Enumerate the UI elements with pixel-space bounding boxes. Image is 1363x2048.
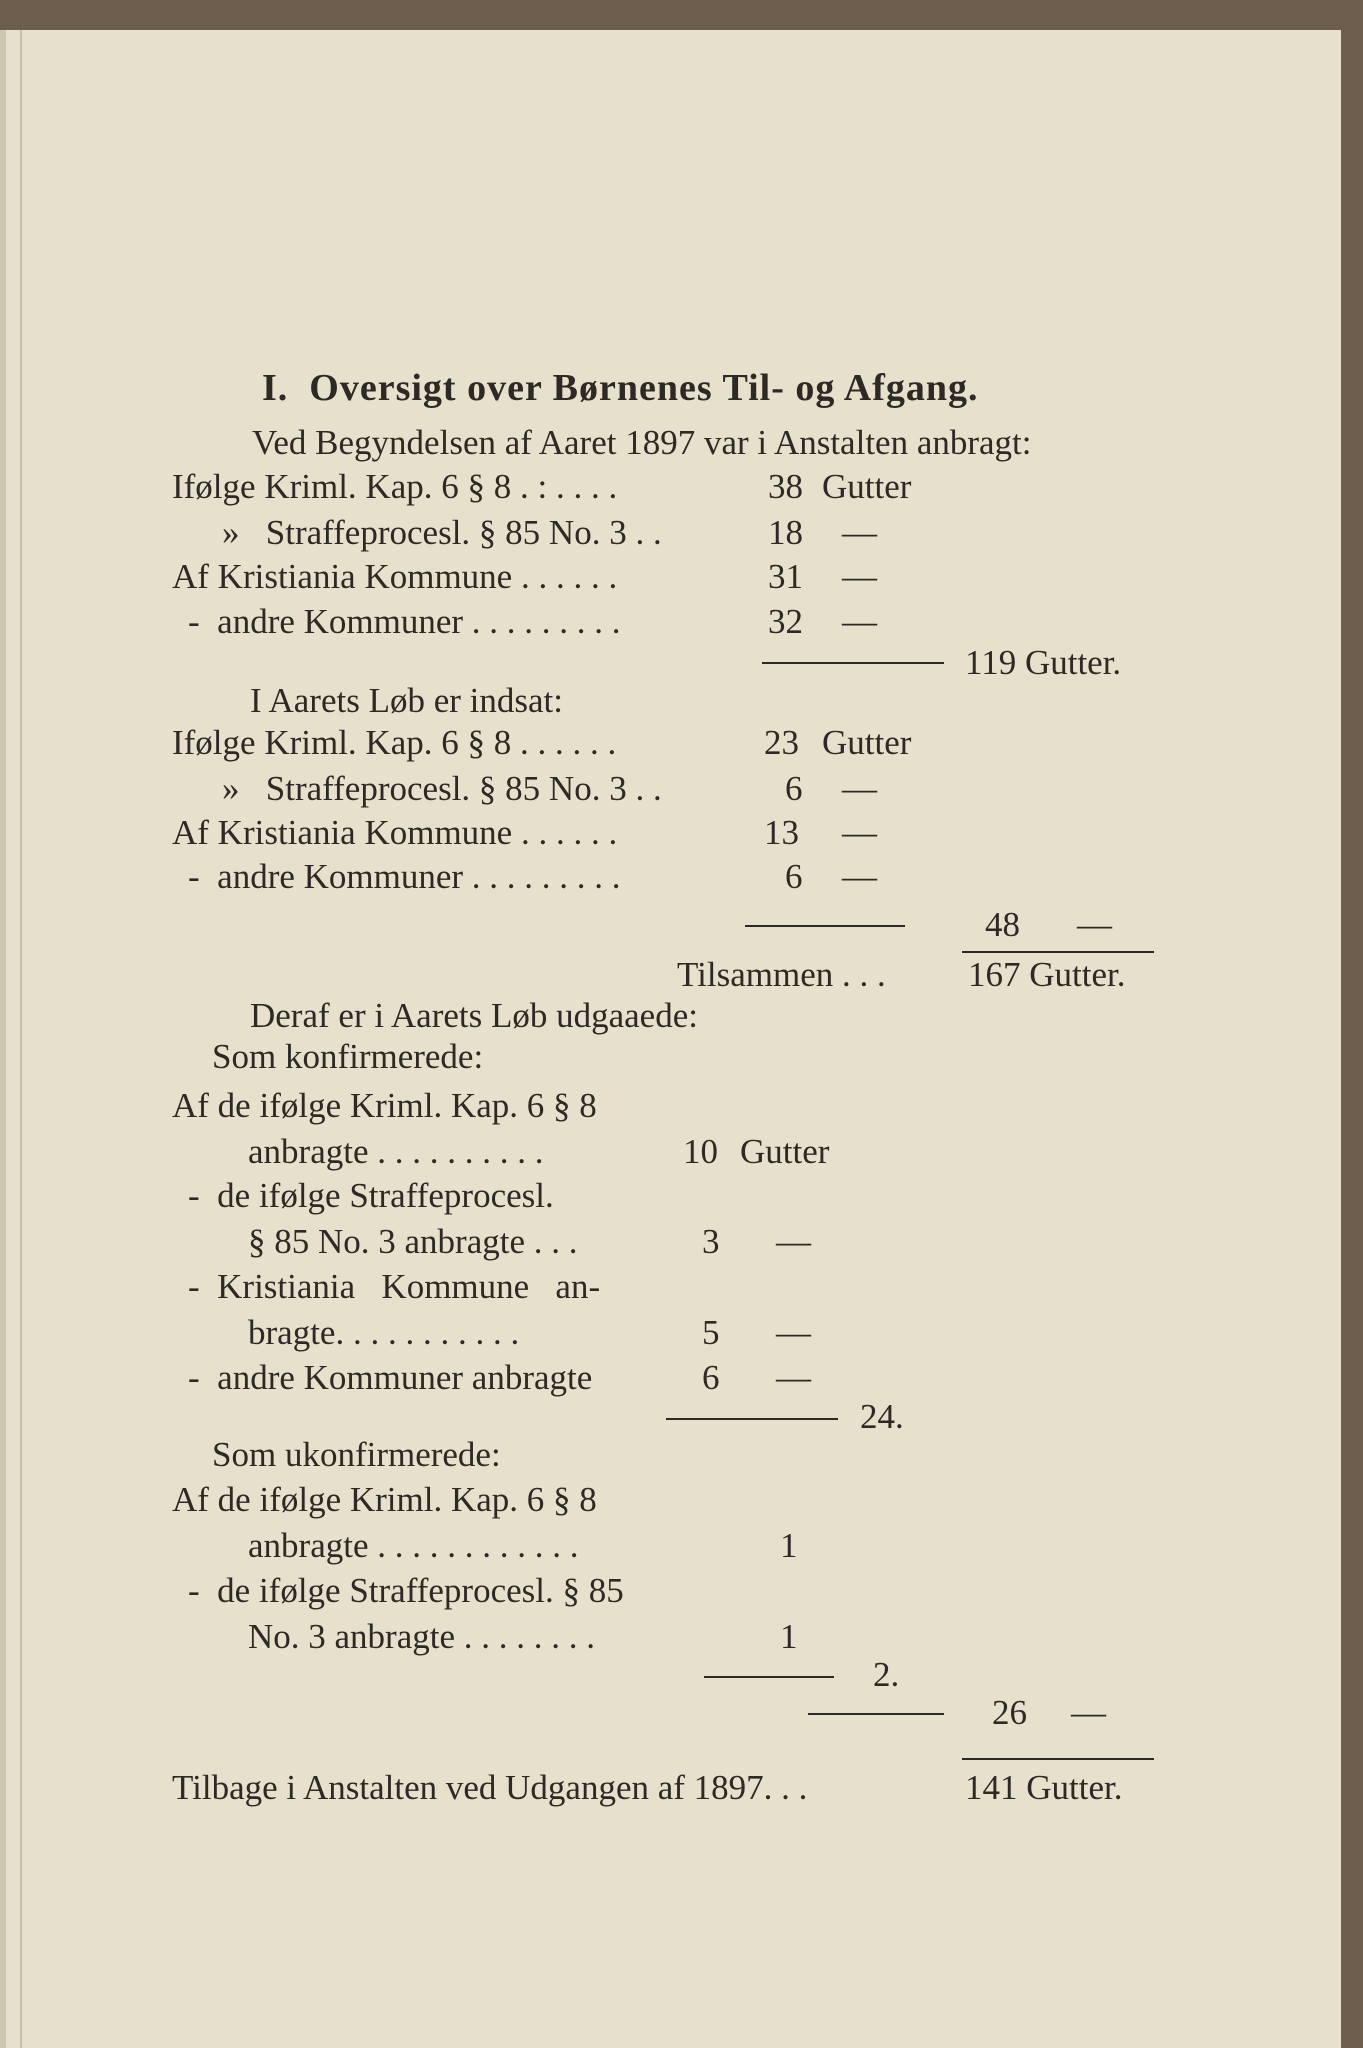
admitted-total: 48 xyxy=(985,905,1020,944)
confirmed-subtotal: 24. xyxy=(860,1397,904,1436)
confirmed-unit: — xyxy=(776,1313,811,1352)
confirmed-value: 10 xyxy=(683,1132,718,1171)
confirmed-unit: — xyxy=(776,1222,811,1261)
start-total: 119 Gutter. xyxy=(965,643,1122,682)
unconfirmed-heading: Som ukonfirmerede: xyxy=(212,1435,501,1474)
confirmed-line: - andre Kommuner anbragte xyxy=(188,1358,593,1397)
departed-total-unit: — xyxy=(1071,1693,1106,1732)
start-intro: Ved Begyndelsen af Aaret 1897 var i Anstalten anbragt: xyxy=(252,423,1032,462)
remaining-label: Tilbage i Anstalten ved Udgangen af 1897. . . xyxy=(172,1768,808,1807)
subtotal-rule xyxy=(762,662,944,664)
admitted-row-unit: — xyxy=(842,769,877,808)
subtotal-rule xyxy=(704,1676,834,1678)
admitted-row-value: 6 xyxy=(785,857,803,896)
unconfirmed-line: Af de ifølge Kriml. Kap. 6 § 8 xyxy=(172,1480,597,1519)
start-row-label: » Straffeprocesl. § 85 No. 3 . . xyxy=(222,513,662,552)
start-row-value: 38 xyxy=(768,467,803,506)
start-row-label: Af Kristiania Kommune . . . . . . xyxy=(172,557,618,596)
confirmed-heading: Som konfirmerede: xyxy=(212,1037,484,1076)
start-row-label: - andre Kommuner . . . . . . . . . xyxy=(188,602,621,641)
confirmed-value: 3 xyxy=(702,1222,720,1261)
total-rule xyxy=(962,1758,1154,1760)
unconfirmed-subtotal: 2. xyxy=(873,1655,900,1694)
confirmed-unit: — xyxy=(776,1358,811,1397)
departed-intro: Deraf er i Aarets Løb udgaaede: xyxy=(250,996,698,1035)
remaining-value: 141 Gutter. xyxy=(965,1768,1123,1807)
confirmed-line: Af de ifølge Kriml. Kap. 6 § 8 xyxy=(172,1086,597,1125)
departed-total: 26 xyxy=(992,1693,1027,1732)
admitted-row-label: - andre Kommuner . . . . . . . . . xyxy=(188,857,621,896)
unconfirmed-value: 1 xyxy=(780,1617,798,1656)
admitted-row-value: 23 xyxy=(764,723,799,762)
start-row-label: Ifølge Kriml. Kap. 6 § 8 . : . . . . xyxy=(172,467,618,506)
confirmed-unit: Gutter xyxy=(740,1132,830,1171)
admitted-row-unit: — xyxy=(842,857,877,896)
subtotal-rule xyxy=(666,1418,838,1420)
unconfirmed-line: - de ifølge Straffeprocesl. § 85 xyxy=(188,1571,624,1610)
admitted-row-value: 6 xyxy=(785,769,803,808)
admitted-row-value: 13 xyxy=(764,813,799,852)
admitted-total-unit: — xyxy=(1077,905,1112,944)
admitted-row-unit: — xyxy=(842,813,877,852)
page-heading: I. Oversigt over Børnenes Til- og Afgang. xyxy=(262,367,979,409)
together-value: 167 Gutter. xyxy=(968,955,1126,994)
confirmed-value: 5 xyxy=(702,1313,720,1352)
confirmed-line: - de ifølge Straffeprocesl. xyxy=(188,1176,554,1215)
start-row-value: 31 xyxy=(768,557,803,596)
confirmed-line: bragte. . . . . . . . . . . xyxy=(248,1313,520,1352)
page-spine xyxy=(20,30,22,2048)
unconfirmed-line: anbragte . . . . . . . . . . . . xyxy=(248,1526,579,1565)
together-label: Tilsammen . . . xyxy=(677,955,886,994)
admitted-intro: I Aarets Løb er indsat: xyxy=(250,681,563,720)
start-row-unit: — xyxy=(842,513,877,552)
confirmed-value: 6 xyxy=(702,1358,720,1397)
start-row-unit: — xyxy=(842,602,877,641)
document-page xyxy=(0,30,1341,2048)
admitted-row-label: Af Kristiania Kommune . . . . . . xyxy=(172,813,618,852)
start-row-unit: — xyxy=(842,557,877,596)
unconfirmed-line: No. 3 anbragte . . . . . . . . xyxy=(248,1617,596,1656)
subtotal-rule xyxy=(808,1713,944,1715)
total-rule xyxy=(962,951,1154,953)
start-row-value: 18 xyxy=(768,513,803,552)
start-row-value: 32 xyxy=(768,602,803,641)
start-row-unit: Gutter xyxy=(822,467,912,506)
confirmed-line: - Kristiania Kommune an- xyxy=(188,1267,601,1306)
admitted-row-label: Ifølge Kriml. Kap. 6 § 8 . . . . . . xyxy=(172,723,617,762)
confirmed-line: anbragte . . . . . . . . . . xyxy=(248,1132,544,1171)
admitted-row-unit: Gutter xyxy=(822,723,912,762)
unconfirmed-value: 1 xyxy=(780,1526,798,1565)
confirmed-line: § 85 No. 3 anbragte . . . xyxy=(248,1222,578,1261)
admitted-row-label: » Straffeprocesl. § 85 No. 3 . . xyxy=(222,769,662,808)
subtotal-rule xyxy=(745,925,905,927)
